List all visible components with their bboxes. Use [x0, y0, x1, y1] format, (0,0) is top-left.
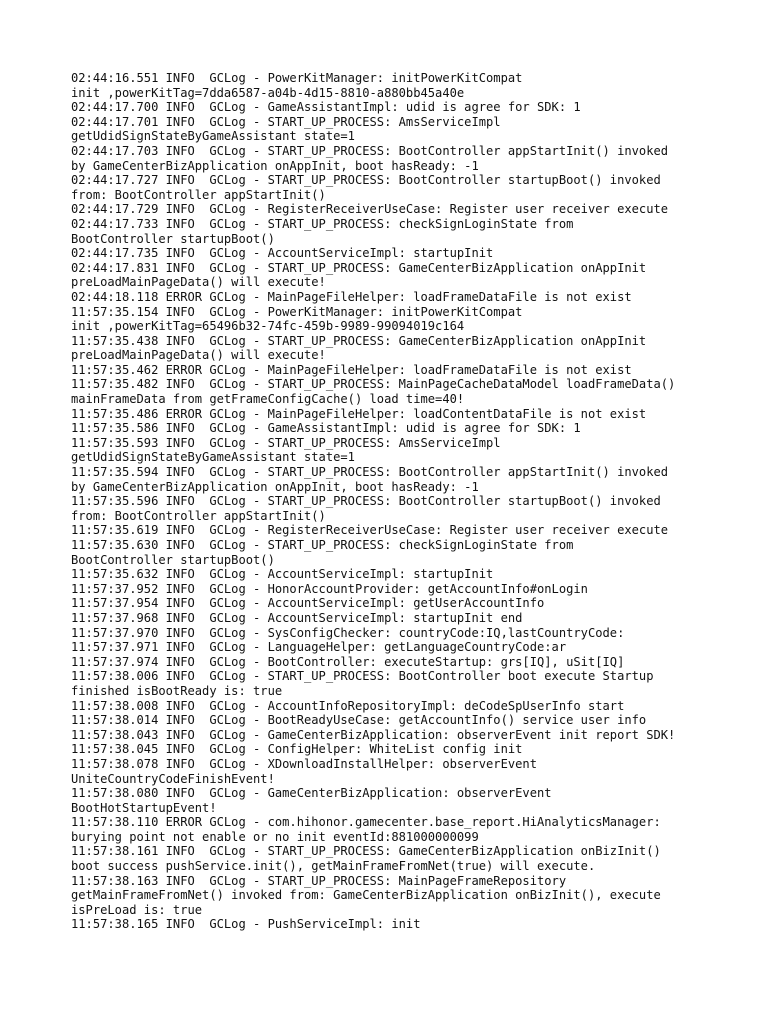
log-line: preLoadMainPageData() will execute!	[71, 275, 326, 290]
log-line: 11:57:38.008 INFO GCLog - AccountInfoRepositoryImpl: deCodeSpUserInfo start	[71, 698, 625, 713]
log-line: 11:57:37.974 INFO GCLog - BootController: executeStartup: grs[IQ], uSit[IQ]	[71, 654, 625, 669]
log-text	[71, 71, 751, 932]
log-line: 02:44:17.733 INFO GCLog - START_UP_PROCESS: checkSignLoginState from	[71, 216, 574, 231]
log-line: 02:44:17.701 INFO GCLog - START_UP_PROCESS: AmsServiceImpl	[71, 114, 501, 129]
log-line: 11:57:35.630 INFO GCLog - START_UP_PROCESS: checkSignLoginState from	[71, 538, 574, 552]
log-line: 11:57:38.043 INFO GCLog - GameCenterBizApplication: observerEvent init report SDK!	[71, 727, 676, 742]
log-line: init ,powerKitTag=7dda6587-a04b-4d15-8810-a880bb45a40e	[71, 85, 465, 100]
log-line: from: BootController appStartInit()	[71, 508, 326, 523]
log-line: 11:57:35.619 INFO GCLog - RegisterReceiverUseCase: Register user receiver execute	[71, 523, 669, 538]
log-line: 02:44:16.551 INFO GCLog - PowerKitManager: initPowerKitCompat	[71, 71, 523, 85]
log-line: isPreLoad is: true	[71, 902, 203, 917]
log-line: getUdidSignStateByGameAssistant state=1	[71, 129, 355, 144]
log-line: 11:57:38.078 INFO GCLog - XDownloadInstallHelper: observerEvent	[71, 756, 537, 771]
log-line: by GameCenterBizApplication onAppInit, boot hasReady: -1	[71, 479, 479, 494]
log-line: from: BootController appStartInit()	[71, 187, 326, 202]
log-line: mainFrameData from getFrameConfigCache() load time=40!	[71, 392, 465, 407]
log-line: init ,powerKitTag=65496b32-74fc-459b-9989-99094019c164	[71, 319, 465, 334]
log-line: 11:57:37.954 INFO GCLog - AccountServiceImpl: getUserAccountInfo	[71, 596, 545, 611]
log-document	[71, 71, 751, 932]
log-line: 11:57:35.462 ERROR GCLog - MainPageFileHelper: loadFrameDataFile is not exist	[71, 362, 632, 377]
log-line: getMainFrameFromNet() invoked from: GameCenterBizApplication onBizInit(), execute	[71, 888, 661, 903]
log-line: BootHotStartupEvent!	[71, 800, 217, 815]
log-line: 11:57:35.594 INFO GCLog - START_UP_PROCESS: BootController appStartInit() invoked	[71, 465, 669, 480]
log-line: BootController startupBoot()	[71, 552, 275, 567]
log-line: 11:57:37.971 INFO GCLog - LanguageHelper: getLanguageCountryCode:ar	[71, 640, 567, 655]
log-line: 11:57:35.486 ERROR GCLog - MainPageFileHelper: loadContentDataFile is not exist	[71, 406, 647, 421]
log-line: 11:57:38.110 ERROR GCLog - com.hihonor.gamecenter.base_report.HiAnalyticsManager:	[71, 815, 661, 830]
log-line: 11:57:38.163 INFO GCLog - START_UP_PROCESS: MainPageFrameRepository	[71, 873, 567, 888]
log-line: 11:57:35.154 INFO GCLog - PowerKitManager: initPowerKitCompat	[71, 304, 523, 319]
log-line: 02:44:18.118 ERROR GCLog - MainPageFileHelper: loadFrameDataFile is not exist	[71, 289, 632, 304]
log-line: 11:57:35.593 INFO GCLog - START_UP_PROCESS: AmsServiceImpl	[71, 435, 501, 450]
log-line: 11:57:38.045 INFO GCLog - ConfigHelper: WhiteList config init	[71, 742, 523, 757]
log-line: 11:57:35.596 INFO GCLog - START_UP_PROCESS: BootController startupBoot() invoked	[71, 494, 661, 509]
log-line: 11:57:38.161 INFO GCLog - START_UP_PROCESS: GameCenterBizApplication onBizInit()	[71, 844, 661, 859]
log-line: 02:44:17.700 INFO GCLog - GameAssistantImpl: udid is agree for SDK: 1	[71, 100, 581, 115]
log-line: 11:57:35.586 INFO GCLog - GameAssistantImpl: udid is agree for SDK: 1	[71, 421, 581, 436]
log-line: 11:57:38.165 INFO GCLog - PushServiceImpl: init	[71, 917, 421, 932]
log-line: UniteCountryCodeFinishEvent!	[71, 771, 275, 786]
log-line: 11:57:35.632 INFO GCLog - AccountServiceImpl: startupInit	[71, 567, 494, 582]
log-line: burying point not enable or no init eventId:881000000099	[71, 829, 479, 844]
log-line: 11:57:38.006 INFO GCLog - START_UP_PROCESS: BootController boot execute Startup	[71, 669, 654, 684]
log-line: 11:57:37.952 INFO GCLog - HonorAccountProvider: getAccountInfo#onLogin	[71, 581, 588, 596]
log-line: 02:44:17.831 INFO GCLog - START_UP_PROCESS: GameCenterBizApplication onAppInit	[71, 260, 647, 275]
log-line: BootController startupBoot()	[71, 231, 275, 246]
log-line: 02:44:17.703 INFO GCLog - START_UP_PROCESS: BootController appStartInit() invoked	[71, 143, 669, 158]
log-line: 11:57:37.968 INFO GCLog - AccountServiceImpl: startupInit end	[71, 610, 523, 625]
log-line: 11:57:38.080 INFO GCLog - GameCenterBizApplication: observerEvent	[71, 786, 552, 801]
log-line: by GameCenterBizApplication onAppInit, boot hasReady: -1	[71, 158, 479, 173]
log-line: 11:57:37.970 INFO GCLog - SysConfigChecker: countryCode:IQ,lastCountryCode:	[71, 625, 625, 640]
log-line: 02:44:17.727 INFO GCLog - START_UP_PROCESS: BootController startupBoot() invoked	[71, 173, 661, 188]
log-line: 11:57:35.438 INFO GCLog - START_UP_PROCESS: GameCenterBizApplication onAppInit	[71, 333, 647, 348]
log-line: 02:44:17.735 INFO GCLog - AccountServiceImpl: startupInit	[71, 246, 494, 261]
log-line: 11:57:38.014 INFO GCLog - BootReadyUseCase: getAccountInfo() service user info	[71, 713, 647, 728]
log-line: boot success pushService.init(), getMainFrameFromNet(true) will execute.	[71, 859, 596, 874]
log-line: getUdidSignStateByGameAssistant state=1	[71, 450, 355, 465]
log-line: 02:44:17.729 INFO GCLog - RegisterReceiverUseCase: Register user receiver execute	[71, 202, 669, 217]
log-line: 11:57:35.482 INFO GCLog - START_UP_PROCESS: MainPageCacheDataModel loadFrameData()	[71, 377, 676, 392]
log-line: preLoadMainPageData() will execute!	[71, 348, 326, 363]
log-line: finished isBootReady is: true	[71, 683, 283, 698]
